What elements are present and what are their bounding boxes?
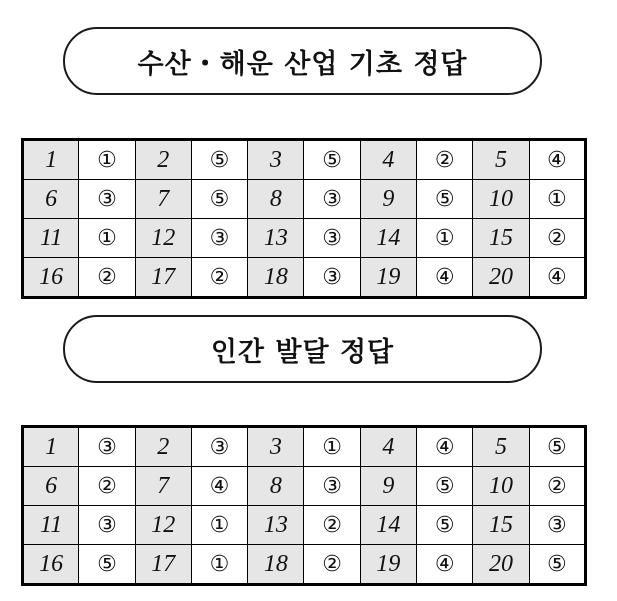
answer-choice: ⑤: [191, 140, 247, 180]
answer-choice: ④: [529, 140, 585, 180]
question-number: 18: [248, 258, 304, 298]
answer-row: [23, 140, 586, 180]
answer-choice: ③: [191, 219, 247, 258]
answer-row: [23, 427, 586, 467]
question-number: 13: [248, 506, 304, 545]
answer-choice: ⑤: [79, 545, 135, 585]
answer-choice: ③: [304, 219, 360, 258]
question-number: 8: [248, 467, 304, 506]
question-number: 20: [473, 545, 529, 585]
question-number: 9: [360, 180, 416, 219]
answer-choice: ①: [79, 219, 135, 258]
answer-choice: ⑤: [529, 427, 585, 467]
question-number: 14: [360, 506, 416, 545]
section-title-fisheries: 수산・해운 산업 기초 정답: [137, 48, 468, 80]
answer-row: [23, 180, 586, 219]
answer-choice: ③: [304, 467, 360, 506]
answer-choice: ②: [529, 219, 585, 258]
question-number: 5: [473, 140, 529, 180]
answer-choice: ①: [79, 140, 135, 180]
answer-choice: ①: [191, 545, 247, 585]
answer-choice: ④: [529, 258, 585, 298]
question-number: 16: [23, 545, 79, 585]
answer-choice: ④: [417, 258, 473, 298]
answer-row: [23, 258, 586, 298]
question-number: 11: [23, 506, 79, 545]
question-number: 3: [248, 427, 304, 467]
question-number: 20: [473, 258, 529, 298]
answer-choice: ②: [304, 545, 360, 585]
question-number: 12: [135, 506, 191, 545]
question-number: 2: [135, 140, 191, 180]
question-number: 8: [248, 180, 304, 219]
question-number: 17: [135, 258, 191, 298]
answer-choice: ⑤: [417, 467, 473, 506]
question-number: 18: [248, 545, 304, 585]
answer-choice: ④: [191, 467, 247, 506]
answer-choice: ⑤: [417, 506, 473, 545]
question-number: 13: [248, 219, 304, 258]
answer-choice: ②: [79, 467, 135, 506]
question-number: 16: [23, 258, 79, 298]
question-number: 10: [473, 467, 529, 506]
question-number: 19: [360, 258, 416, 298]
answer-choice: ③: [304, 180, 360, 219]
answer-choice: ②: [191, 258, 247, 298]
question-number: 10: [473, 180, 529, 219]
answer-row: [23, 467, 586, 506]
answer-row: [23, 545, 586, 585]
question-number: 12: [135, 219, 191, 258]
question-number: 11: [23, 219, 79, 258]
question-number: 7: [135, 467, 191, 506]
answer-row: [23, 506, 586, 545]
answer-choice: ④: [417, 427, 473, 467]
question-number: 15: [473, 506, 529, 545]
question-number: 9: [360, 467, 416, 506]
question-number: 6: [23, 180, 79, 219]
section-title-box-human-development: [63, 315, 542, 383]
question-number: 15: [473, 219, 529, 258]
answer-choice: ③: [304, 258, 360, 298]
answer-choice: ②: [417, 140, 473, 180]
question-number: 4: [360, 427, 416, 467]
question-number: 14: [360, 219, 416, 258]
answer-table-fisheries: [21, 138, 587, 299]
answer-choice: ⑤: [191, 180, 247, 219]
section-title-human-development: 인간 발달 정답: [210, 336, 395, 368]
section-title-box-fisheries: [63, 27, 542, 95]
answer-choice: ②: [79, 258, 135, 298]
question-number: 17: [135, 545, 191, 585]
answer-choice: ⑤: [304, 140, 360, 180]
answer-choice: ③: [191, 427, 247, 467]
answer-choice: ③: [79, 506, 135, 545]
question-number: 3: [248, 140, 304, 180]
question-number: 2: [135, 427, 191, 467]
question-number: 4: [360, 140, 416, 180]
answer-choice: ①: [417, 219, 473, 258]
answer-table-human-development: [21, 425, 587, 586]
answer-row: [23, 219, 586, 258]
answer-choice: ①: [529, 180, 585, 219]
question-number: 5: [473, 427, 529, 467]
question-number: 19: [360, 545, 416, 585]
answer-choice: ③: [79, 180, 135, 219]
question-number: 1: [23, 140, 79, 180]
answer-choice: ④: [417, 545, 473, 585]
question-number: 1: [23, 427, 79, 467]
answer-choice: ②: [529, 467, 585, 506]
answer-choice: ③: [529, 506, 585, 545]
answer-choice: ①: [304, 427, 360, 467]
answer-choice: ⑤: [529, 545, 585, 585]
answer-choice: ⑤: [417, 180, 473, 219]
answer-choice: ①: [191, 506, 247, 545]
question-number: 7: [135, 180, 191, 219]
answer-choice: ③: [79, 427, 135, 467]
question-number: 6: [23, 467, 79, 506]
answer-choice: ②: [304, 506, 360, 545]
